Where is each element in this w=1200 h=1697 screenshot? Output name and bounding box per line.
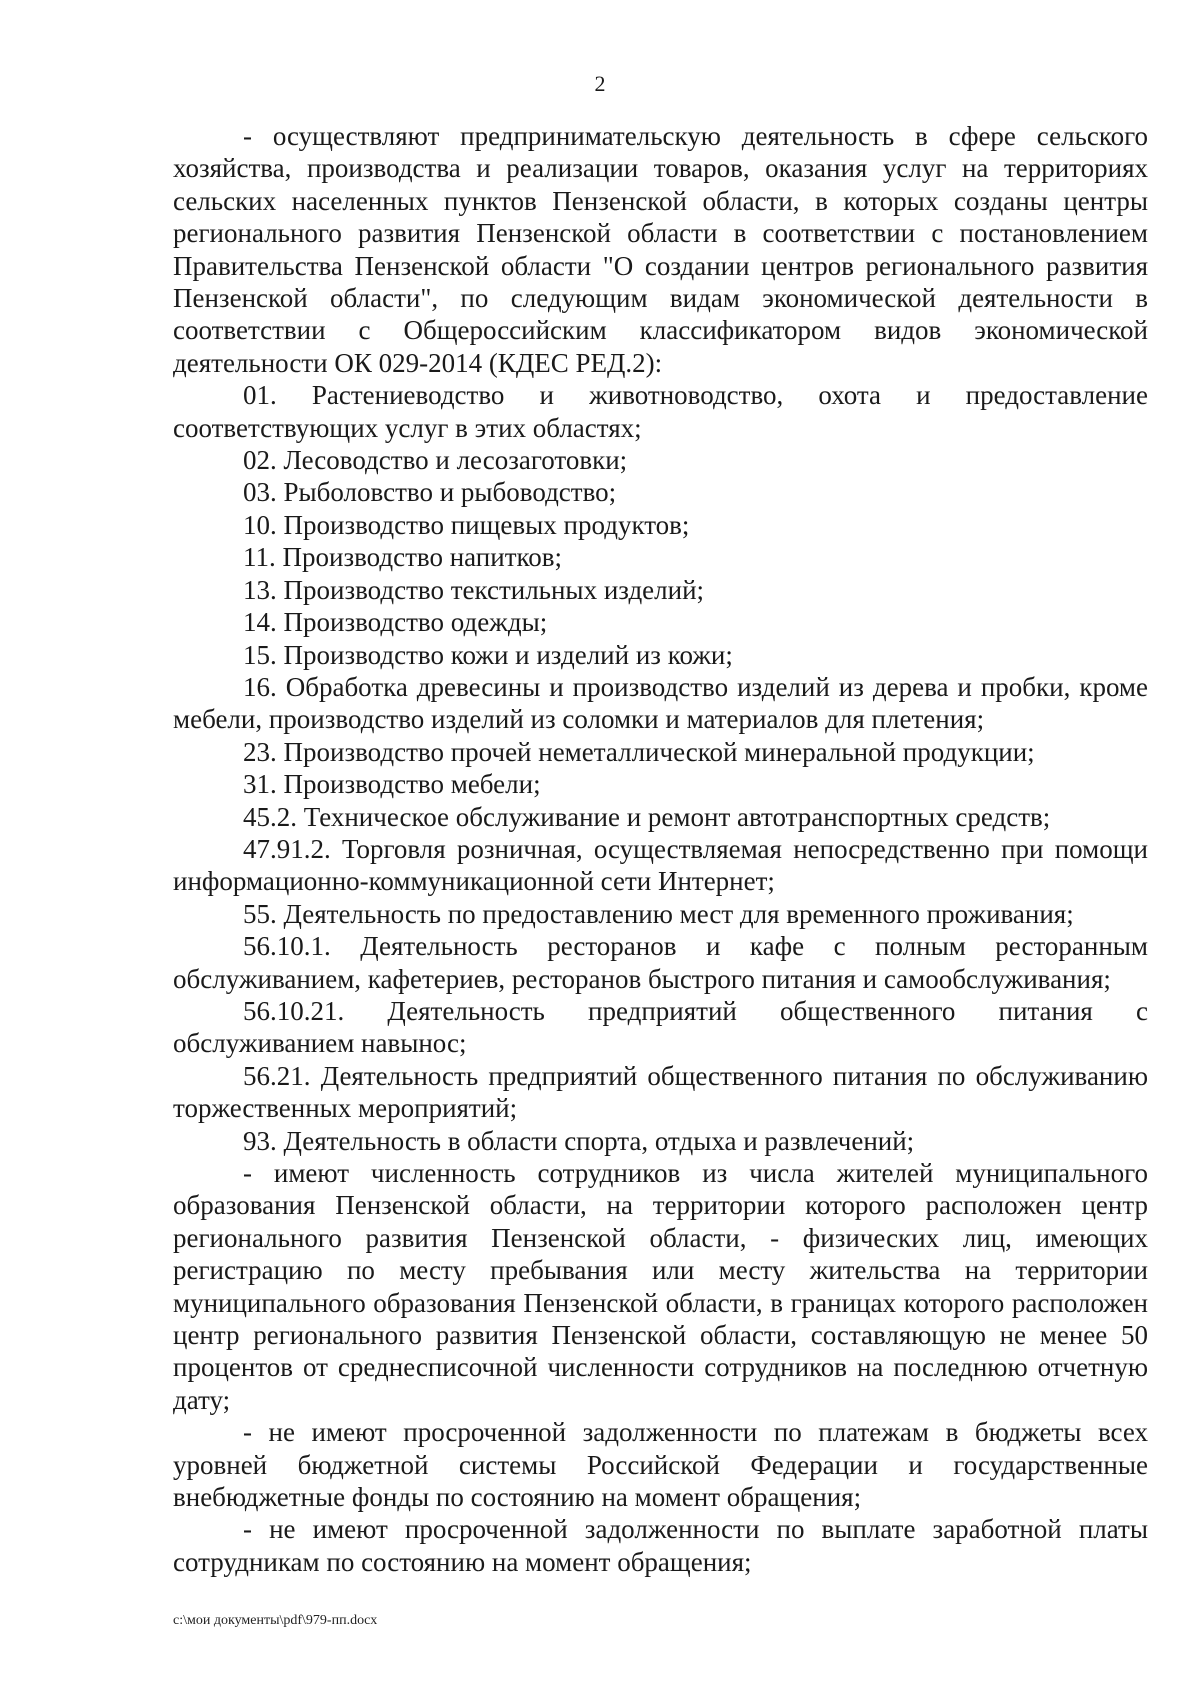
paragraph-requirement-no-salary-debt: - не имеют просроченной задолженности по выплате заработной платы сотрудникам по состоянию на момент обращения; xyxy=(173,1514,1148,1577)
list-item-okved-56-10-21: 56.10.21. Деятельность предприятий общественного питания с обслуживанием навынос; xyxy=(173,995,1148,1059)
list-item-okved-16: 16. Обработка древесины и производство изделий из дерева и пробки, кроме мебели, производство изделий из соломки и материалов для плетения; xyxy=(173,671,1148,735)
paragraph-requirement-staff: - имеют численность сотрудников из числа жителей муниципального образования Пензенской области, на территории которого расположен центр регионального развития Пензенской области, - физических лиц, имеющих регистрацию по месту пребывания или месту жительства на территории муниципального образования Пензенской области, в границах которого расположен центр регионального развития Пензенской области, составляющую не менее 50 процентов от среднесписочной численности сотрудников на последнюю отчетную дату; xyxy=(173,1158,1148,1415)
list-item-okved-11: 11. Производство напитков; xyxy=(243,542,563,573)
list-item-okved-01: 01. Растениеводство и животноводство, охота и предоставление соответствующих услуг в этих областях; xyxy=(173,380,1148,443)
list-item-okved-56-10-1: 56.10.1. Деятельность ресторанов и кафе с полным ресторанным обслуживанием, кафетериев, ресторанов быстрого питания и самообслуживания; xyxy=(173,931,1148,994)
list-item-okved-47-91-2: 47.91.2. Торговля розничная, осуществляемая непосредственно при помощи информационно-коммуникационной сети Интернет; xyxy=(173,833,1148,897)
paragraph-requirement-activity: - осуществляют предпринимательскую деятельность в сфере сельского хозяйства, производства и реализации товаров, оказания услуг на территориях сельских населенных пунктов Пензенской области, в которых созданы центры регионального развития Пензенской области в соответствии с постановлением Правительства Пензенской области "О создании центров регионального развития Пензенской области", по следующим видам экономической деятельности в соответствии с Общероссийским классификатором видов экономической деятельности ОК 029-2014 (КДЕС РЕД.2): xyxy=(173,121,1148,378)
list-item-okved-55: 55. Деятельность по предоставлению мест для временного проживания; xyxy=(243,898,1074,929)
list-item-okved-45-2: 45.2. Техническое обслуживание и ремонт автотранспортных средств; xyxy=(243,801,1051,832)
list-item-okved-02: 02. Лесоводство и лесозаготовки; xyxy=(243,445,628,476)
list-item-okved-93: 93. Деятельность в области спорта, отдыха и развлечений; xyxy=(243,1125,915,1156)
paragraph-requirement-no-tax-debt: - не имеют просроченной задолженности по платежам в бюджеты всех уровней бюджетной системы Российской Федерации и государственные внебюджетные фонды по состоянию на момент обращения; xyxy=(173,1417,1148,1513)
list-item-okved-23: 23. Производство прочей неметаллической минеральной продукции; xyxy=(243,736,1035,767)
list-item-okved-13: 13. Производство текстильных изделий; xyxy=(243,574,705,605)
list-item-okved-15: 15. Производство кожи и изделий из кожи; xyxy=(243,639,733,670)
footer-file-path: c:\мои документы\pdf\979-пп.docx xyxy=(173,1613,378,1628)
document-body xyxy=(173,120,1148,1578)
list-item-okved-56-21: 56.21. Деятельность предприятий общественного питания по обслуживанию торжественных мероприятий; xyxy=(173,1060,1148,1124)
page-number: 2 xyxy=(594,71,606,96)
list-item-okved-14: 14. Производство одежды; xyxy=(243,607,548,638)
list-item-okved-31: 31. Производство мебели; xyxy=(243,769,541,800)
list-item-okved-10: 10. Производство пищевых продуктов; xyxy=(243,509,690,540)
list-item-okved-03: 03. Рыболовство и рыбоводство; xyxy=(243,477,617,508)
